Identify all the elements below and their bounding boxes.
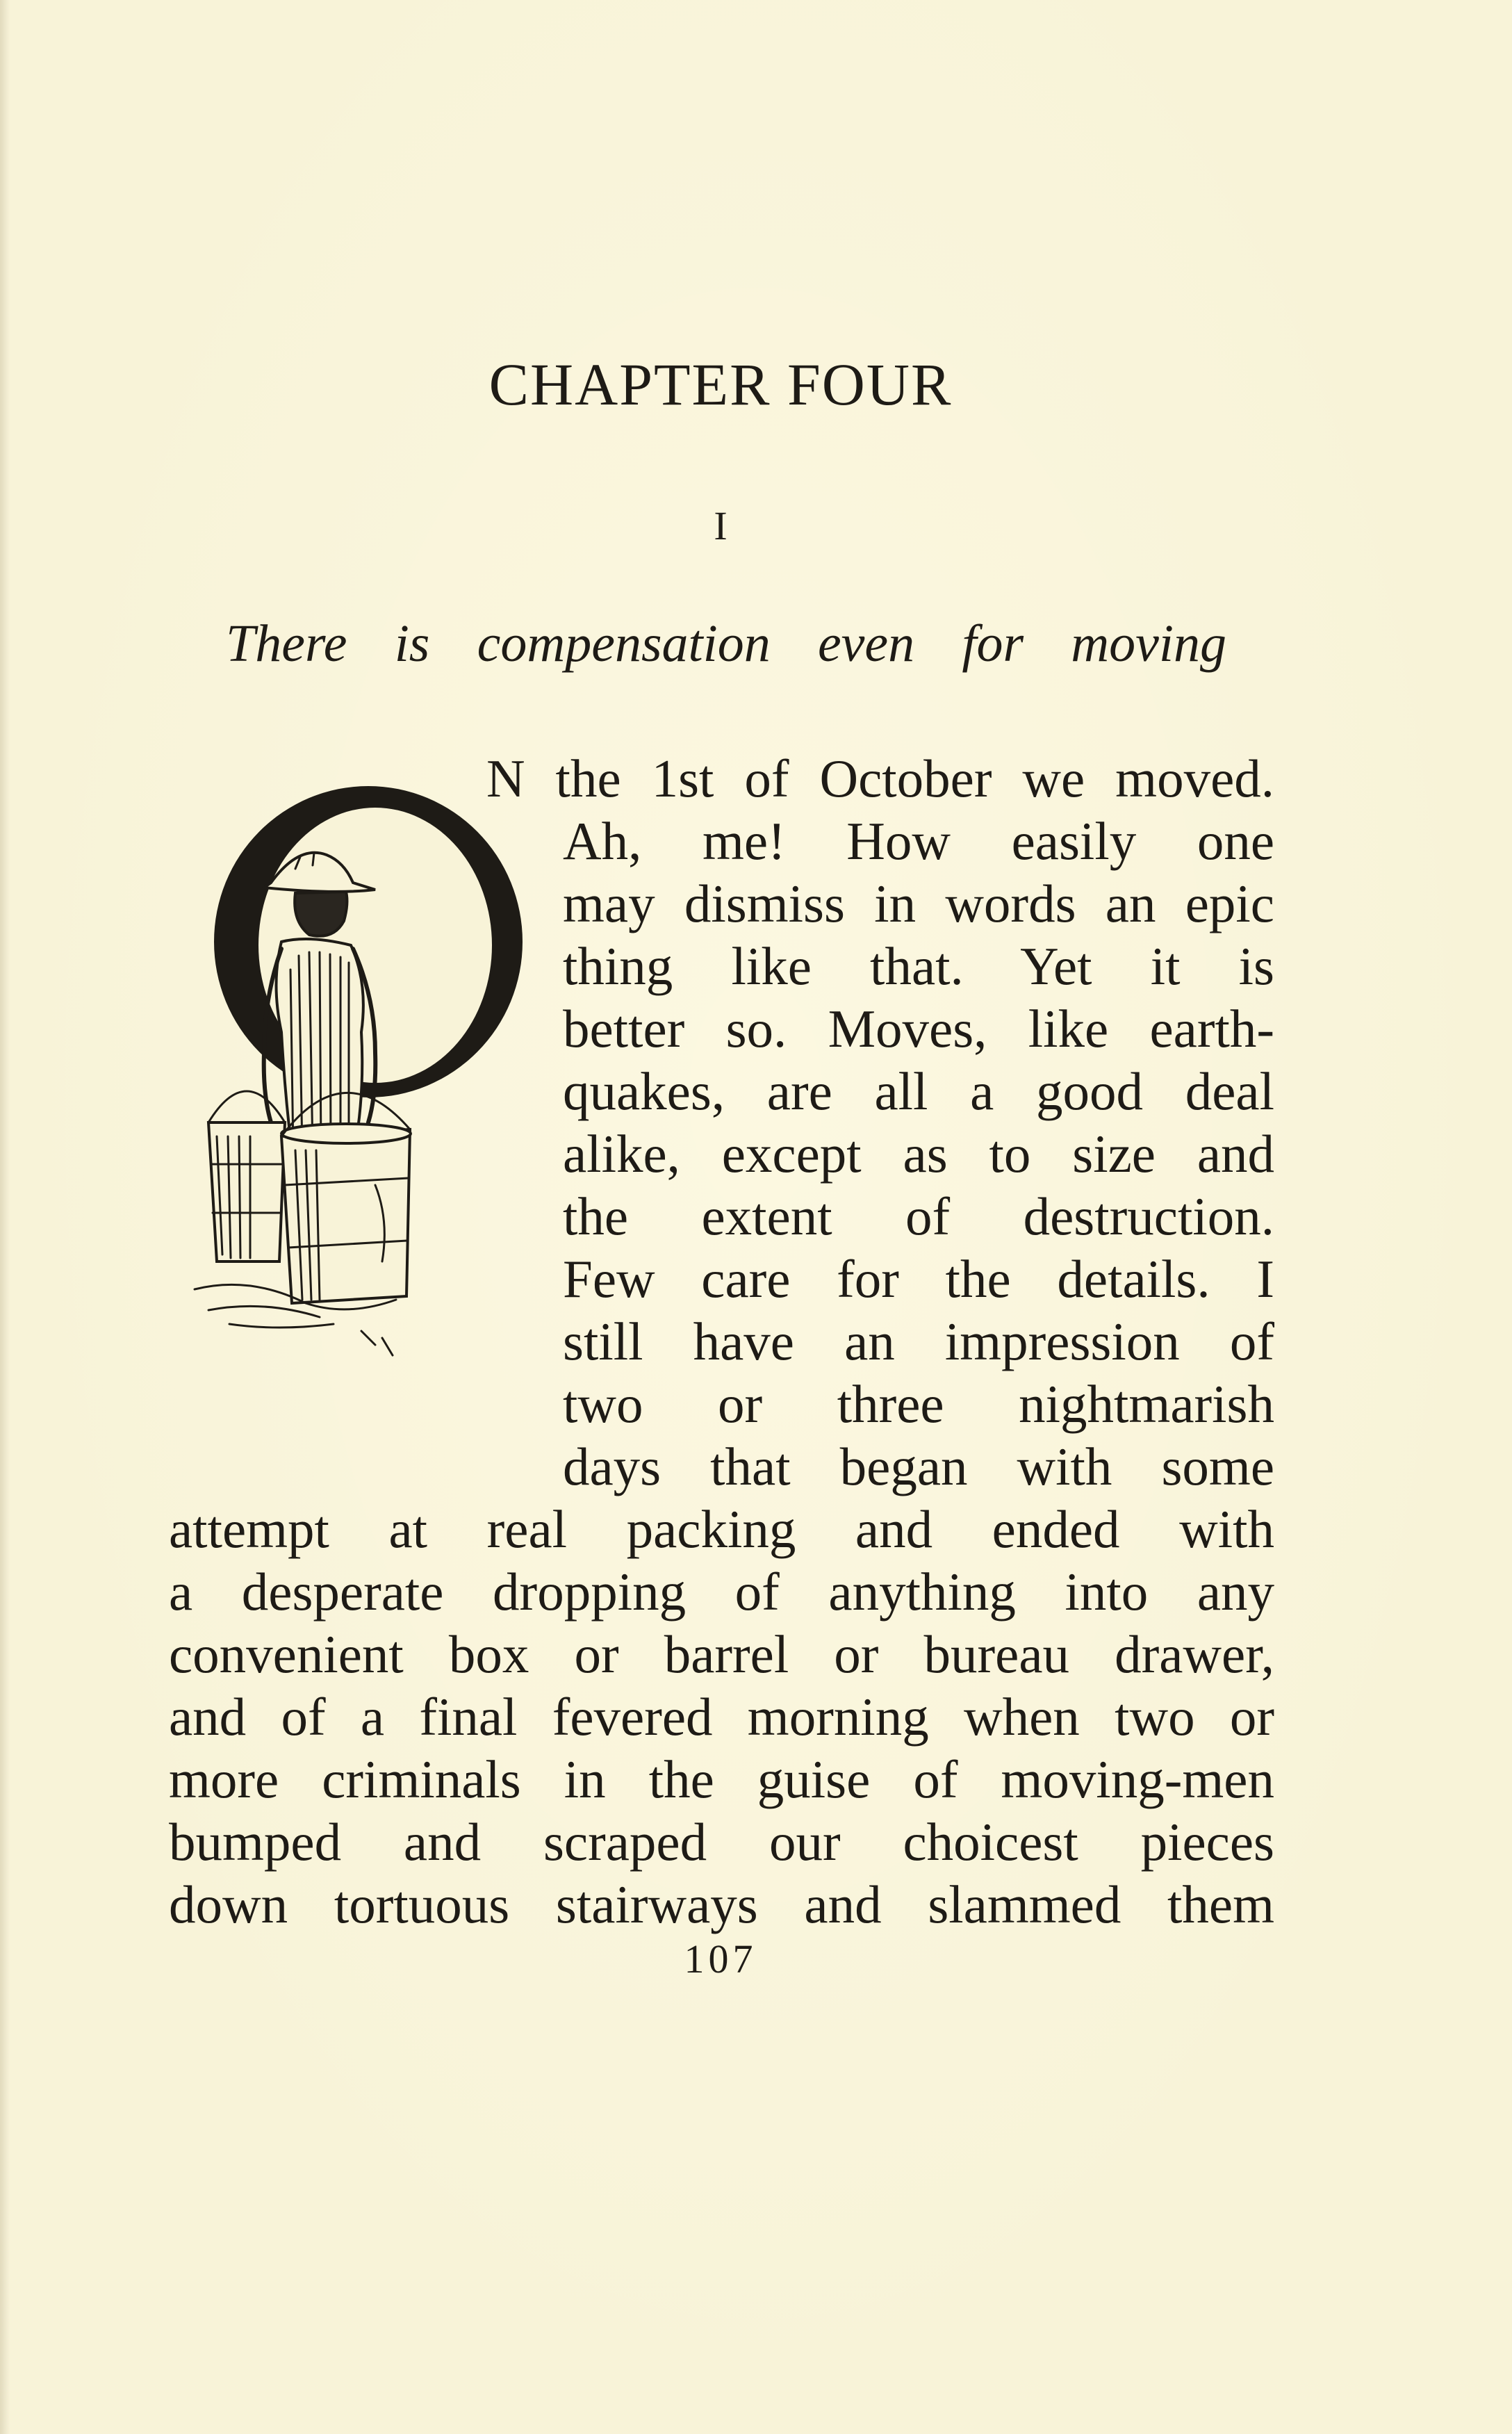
svg-text:O: O — [363, 944, 374, 959]
chapter-title: CHAPTER FOUR — [488, 351, 953, 418]
drop-cap-illustration — [167, 733, 542, 1477]
body-line-18: bumped and scraped our choicest pieces — [169, 1812, 1274, 1872]
body-line-5: better so. Moves, like earth- — [563, 999, 1274, 1059]
body-line-12: days that began with some — [563, 1437, 1274, 1496]
body-line-6: quakes, are all a good deal — [563, 1061, 1274, 1121]
body-line-3: may dismiss in words an epic — [563, 874, 1274, 933]
drop-cap-letter-o — [214, 786, 523, 1097]
body-line-10: still have an impression of — [563, 1312, 1274, 1371]
body-line-19: down tortuous stairways and slammed them — [169, 1874, 1274, 1934]
body-line-4: thing like that. Yet it is — [563, 936, 1274, 996]
body-line-1: N the 1st of October we moved. — [486, 749, 1274, 808]
body-line-15: convenient box or barrel or bureau drawer, — [169, 1624, 1274, 1684]
body-line-9: Few care for the details. I — [563, 1249, 1274, 1309]
body-line-2: Ah, me! How easily one — [563, 811, 1274, 871]
body-line-11: two or three nightmarish — [563, 1374, 1274, 1434]
body-line-17: more criminals in the guise of moving-men — [169, 1749, 1274, 1809]
body-line-13: attempt at real packing and ended with — [169, 1499, 1274, 1559]
body-line-16: and of a final fevered morning when two or — [169, 1687, 1274, 1747]
body-line-7: alike, except as to size and — [563, 1124, 1274, 1184]
page-number: 107 — [684, 1936, 757, 1982]
section-subtitle: There is compensation even for moving — [226, 614, 1226, 673]
section-number: I — [714, 503, 728, 548]
body-line-14: a desperate dropping of anything into any — [169, 1562, 1274, 1622]
body-line-8: the extent of destruction. — [563, 1186, 1274, 1246]
